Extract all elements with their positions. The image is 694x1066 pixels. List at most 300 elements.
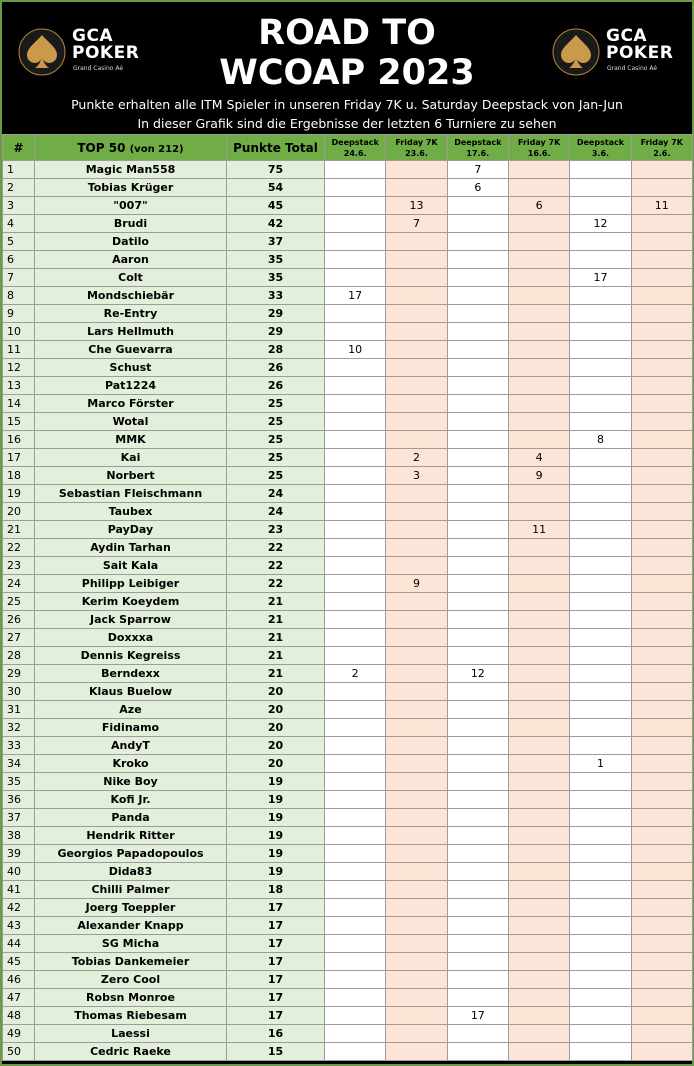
- table-row: [3, 485, 693, 503]
- player-name-cell: Jack Sparrow: [35, 611, 227, 629]
- player-name-cell: Lars Hellmuth: [35, 323, 227, 341]
- tournament-date: 23.6.: [405, 148, 428, 158]
- player-name-cell: Zero Cool: [35, 971, 227, 989]
- result-cell: [508, 647, 569, 665]
- table-row: [3, 287, 693, 305]
- result-cell: [386, 827, 447, 845]
- points-cell: 25: [227, 431, 325, 449]
- result-cell: [508, 287, 569, 305]
- result-cell: [325, 971, 386, 989]
- table-row: [3, 179, 693, 197]
- result-cell: [447, 647, 508, 665]
- table-row: [3, 305, 693, 323]
- result-cell: [631, 809, 692, 827]
- rank-cell: 18: [3, 467, 35, 485]
- player-name-cell: Wotal: [35, 413, 227, 431]
- result-cell: [386, 1043, 447, 1061]
- rank-cell: 15: [3, 413, 35, 431]
- result-cell: [386, 683, 447, 701]
- result-cell: [447, 521, 508, 539]
- result-cell: [325, 683, 386, 701]
- table-row: [3, 989, 693, 1007]
- result-cell: [447, 683, 508, 701]
- points-cell: 25: [227, 449, 325, 467]
- result-cell: [508, 251, 569, 269]
- result-cell: [386, 647, 447, 665]
- table-row: [3, 881, 693, 899]
- result-cell: [570, 449, 631, 467]
- result-cell: [447, 971, 508, 989]
- player-name-cell: Schust: [35, 359, 227, 377]
- player-name-cell: Cedric Raeke: [35, 1043, 227, 1061]
- result-cell: [508, 683, 569, 701]
- rank-cell: 12: [3, 359, 35, 377]
- result-cell: [508, 557, 569, 575]
- result-cell: [386, 755, 447, 773]
- points-cell: 22: [227, 575, 325, 593]
- points-cell: 17: [227, 953, 325, 971]
- result-cell: [631, 323, 692, 341]
- table-row: [3, 647, 693, 665]
- table-row: [3, 161, 693, 179]
- result-cell: [447, 827, 508, 845]
- result-cell: [325, 377, 386, 395]
- result-cell: 4: [508, 449, 569, 467]
- result-cell: 6: [447, 179, 508, 197]
- result-cell: [508, 305, 569, 323]
- result-cell: [325, 251, 386, 269]
- result-cell: [570, 485, 631, 503]
- points-cell: 20: [227, 755, 325, 773]
- result-cell: [631, 899, 692, 917]
- points-cell: 37: [227, 233, 325, 251]
- points-cell: 25: [227, 395, 325, 413]
- result-cell: [447, 755, 508, 773]
- result-cell: 11: [508, 521, 569, 539]
- header-tournament: [386, 135, 447, 161]
- result-cell: [386, 269, 447, 287]
- result-cell: [631, 305, 692, 323]
- points-cell: 22: [227, 557, 325, 575]
- rank-cell: 48: [3, 1007, 35, 1025]
- result-cell: [631, 845, 692, 863]
- player-name-cell: Nike Boy: [35, 773, 227, 791]
- rank-cell: 10: [3, 323, 35, 341]
- result-cell: [447, 863, 508, 881]
- result-cell: [570, 287, 631, 305]
- result-cell: [447, 791, 508, 809]
- result-cell: [570, 233, 631, 251]
- result-cell: 6: [508, 197, 569, 215]
- table-row: [3, 377, 693, 395]
- points-cell: 17: [227, 1007, 325, 1025]
- table-row: [3, 845, 693, 863]
- logo-line1: GCA: [72, 26, 114, 46]
- result-cell: [631, 719, 692, 737]
- result-cell: [325, 611, 386, 629]
- result-cell: [508, 341, 569, 359]
- player-name-cell: Robsn Monroe: [35, 989, 227, 1007]
- result-cell: 10: [325, 341, 386, 359]
- result-cell: [508, 593, 569, 611]
- result-cell: 7: [447, 161, 508, 179]
- result-cell: [386, 161, 447, 179]
- points-cell: 19: [227, 809, 325, 827]
- player-name-cell: Kroko: [35, 755, 227, 773]
- result-cell: [447, 305, 508, 323]
- result-cell: [386, 233, 447, 251]
- result-cell: [631, 215, 692, 233]
- result-cell: [386, 1007, 447, 1025]
- points-cell: 24: [227, 503, 325, 521]
- player-name-cell: Dida83: [35, 863, 227, 881]
- rank-cell: 31: [3, 701, 35, 719]
- result-cell: [508, 269, 569, 287]
- player-name-cell: Tobias Krüger: [35, 179, 227, 197]
- result-cell: [447, 899, 508, 917]
- result-cell: [325, 989, 386, 1007]
- points-cell: 35: [227, 251, 325, 269]
- player-name-cell: Marco Förster: [35, 395, 227, 413]
- rank-cell: 5: [3, 233, 35, 251]
- rank-cell: 39: [3, 845, 35, 863]
- result-cell: [631, 179, 692, 197]
- tournament-name: Friday 7K: [395, 137, 438, 147]
- result-cell: [386, 899, 447, 917]
- result-cell: [325, 863, 386, 881]
- result-cell: [325, 917, 386, 935]
- rank-cell: 13: [3, 377, 35, 395]
- table-row: [3, 629, 693, 647]
- result-cell: [386, 665, 447, 683]
- result-cell: [386, 881, 447, 899]
- result-cell: [325, 323, 386, 341]
- rank-cell: 1: [3, 161, 35, 179]
- result-cell: [570, 809, 631, 827]
- player-name-cell: Sait Kala: [35, 557, 227, 575]
- result-cell: [325, 899, 386, 917]
- points-cell: 20: [227, 719, 325, 737]
- points-cell: 19: [227, 827, 325, 845]
- table-row: [3, 449, 693, 467]
- result-cell: [508, 935, 569, 953]
- result-cell: [508, 539, 569, 557]
- result-cell: [570, 863, 631, 881]
- result-cell: [508, 701, 569, 719]
- result-cell: [508, 1043, 569, 1061]
- result-cell: [386, 413, 447, 431]
- rank-cell: 30: [3, 683, 35, 701]
- result-cell: [631, 161, 692, 179]
- result-cell: [508, 971, 569, 989]
- points-cell: 19: [227, 863, 325, 881]
- table-header-row: [3, 135, 693, 161]
- rank-cell: 9: [3, 305, 35, 323]
- header: [2, 2, 692, 134]
- result-cell: [447, 377, 508, 395]
- result-cell: [508, 899, 569, 917]
- table-row: [3, 827, 693, 845]
- player-name-cell: Panda: [35, 809, 227, 827]
- player-name-cell: Tobias Dankemeier: [35, 953, 227, 971]
- table-row: [3, 341, 693, 359]
- result-cell: 17: [447, 1007, 508, 1025]
- logo-line3: Grand Casino Aé: [607, 65, 658, 72]
- result-cell: [325, 395, 386, 413]
- result-cell: [447, 287, 508, 305]
- player-name-cell: Magic Man558: [35, 161, 227, 179]
- result-cell: [386, 593, 447, 611]
- result-cell: 12: [570, 215, 631, 233]
- player-name-cell: Sebastian Fleischmann: [35, 485, 227, 503]
- table-row: [3, 683, 693, 701]
- result-cell: [570, 305, 631, 323]
- table-row: [3, 719, 693, 737]
- result-cell: [631, 683, 692, 701]
- result-cell: [447, 557, 508, 575]
- result-cell: [508, 719, 569, 737]
- points-cell: 26: [227, 377, 325, 395]
- result-cell: [570, 413, 631, 431]
- result-cell: [447, 809, 508, 827]
- result-cell: [631, 287, 692, 305]
- result-cell: [508, 863, 569, 881]
- result-cell: [386, 737, 447, 755]
- result-cell: [570, 665, 631, 683]
- result-cell: 2: [325, 665, 386, 683]
- points-cell: 25: [227, 413, 325, 431]
- result-cell: [447, 413, 508, 431]
- points-cell: 35: [227, 269, 325, 287]
- result-cell: [325, 503, 386, 521]
- header-name-label: TOP 50: [77, 140, 126, 155]
- result-cell: [386, 557, 447, 575]
- player-name-cell: Joerg Toeppler: [35, 899, 227, 917]
- result-cell: [447, 719, 508, 737]
- result-cell: [386, 629, 447, 647]
- table-row: [3, 971, 693, 989]
- result-cell: [570, 953, 631, 971]
- result-cell: [631, 971, 692, 989]
- result-cell: 17: [570, 269, 631, 287]
- tournament-date: 24.6.: [343, 148, 367, 158]
- result-cell: [325, 197, 386, 215]
- table-row: [3, 1025, 693, 1043]
- result-cell: [447, 701, 508, 719]
- rank-cell: 6: [3, 251, 35, 269]
- result-cell: [508, 395, 569, 413]
- rank-cell: 22: [3, 539, 35, 557]
- player-name-cell: Che Guevarra: [35, 341, 227, 359]
- result-cell: [508, 503, 569, 521]
- ranking-table: [2, 134, 693, 1061]
- result-cell: [508, 611, 569, 629]
- result-cell: [386, 305, 447, 323]
- result-cell: [570, 1025, 631, 1043]
- result-cell: [570, 827, 631, 845]
- points-cell: 17: [227, 899, 325, 917]
- result-cell: [386, 917, 447, 935]
- result-cell: [386, 323, 447, 341]
- result-cell: [570, 1043, 631, 1061]
- result-cell: [508, 377, 569, 395]
- points-cell: 23: [227, 521, 325, 539]
- result-cell: [508, 323, 569, 341]
- result-cell: [386, 503, 447, 521]
- result-cell: [631, 557, 692, 575]
- result-cell: [631, 701, 692, 719]
- result-cell: [570, 521, 631, 539]
- points-cell: 15: [227, 1043, 325, 1061]
- header-tournament: [508, 135, 569, 161]
- result-cell: [570, 251, 631, 269]
- header-points: Punkte Total: [227, 135, 325, 161]
- result-cell: [386, 611, 447, 629]
- tournament-date: 2.6.: [653, 148, 671, 158]
- result-cell: [447, 341, 508, 359]
- result-cell: [631, 521, 692, 539]
- result-cell: [570, 791, 631, 809]
- result-cell: [447, 395, 508, 413]
- player-name-cell: Aze: [35, 701, 227, 719]
- result-cell: [386, 773, 447, 791]
- result-cell: [631, 539, 692, 557]
- result-cell: [325, 485, 386, 503]
- result-cell: [631, 737, 692, 755]
- result-cell: [631, 233, 692, 251]
- tournament-name: Deepstack: [454, 137, 502, 147]
- result-cell: [631, 935, 692, 953]
- result-cell: [570, 701, 631, 719]
- result-cell: [325, 539, 386, 557]
- result-cell: [447, 773, 508, 791]
- player-name-cell: MMK: [35, 431, 227, 449]
- result-cell: [447, 917, 508, 935]
- result-cell: [386, 701, 447, 719]
- result-cell: [386, 845, 447, 863]
- result-cell: [508, 809, 569, 827]
- result-cell: [508, 881, 569, 899]
- result-cell: [447, 1043, 508, 1061]
- points-cell: 16: [227, 1025, 325, 1043]
- points-cell: 20: [227, 701, 325, 719]
- result-cell: 3: [386, 467, 447, 485]
- rank-cell: 43: [3, 917, 35, 935]
- points-cell: 21: [227, 593, 325, 611]
- result-cell: [508, 953, 569, 971]
- result-cell: [447, 845, 508, 863]
- rank-cell: 47: [3, 989, 35, 1007]
- result-cell: [631, 665, 692, 683]
- points-cell: 17: [227, 971, 325, 989]
- rank-cell: 36: [3, 791, 35, 809]
- rank-cell: 35: [3, 773, 35, 791]
- result-cell: [570, 377, 631, 395]
- result-cell: [631, 269, 692, 287]
- result-cell: [631, 467, 692, 485]
- result-cell: [325, 233, 386, 251]
- result-cell: [447, 989, 508, 1007]
- table-row: [3, 791, 693, 809]
- result-cell: [631, 485, 692, 503]
- table-row: [3, 359, 693, 377]
- table-row: [3, 953, 693, 971]
- rank-cell: 11: [3, 341, 35, 359]
- result-cell: [570, 737, 631, 755]
- rank-cell: 46: [3, 971, 35, 989]
- gca-poker-logo-right: [552, 24, 682, 76]
- result-cell: [447, 593, 508, 611]
- rank-cell: 14: [3, 395, 35, 413]
- header-name-note: (von 212): [129, 143, 184, 155]
- header-tournament: [631, 135, 692, 161]
- result-cell: [447, 233, 508, 251]
- result-cell: [325, 215, 386, 233]
- result-cell: [631, 773, 692, 791]
- result-cell: [508, 917, 569, 935]
- points-cell: 29: [227, 323, 325, 341]
- result-cell: [570, 899, 631, 917]
- result-cell: [325, 827, 386, 845]
- result-cell: [386, 485, 447, 503]
- result-cell: [508, 431, 569, 449]
- result-cell: [386, 431, 447, 449]
- player-name-cell: SG Micha: [35, 935, 227, 953]
- result-cell: 17: [325, 287, 386, 305]
- result-cell: [325, 449, 386, 467]
- rank-cell: 2: [3, 179, 35, 197]
- result-cell: [631, 1025, 692, 1043]
- points-cell: 17: [227, 989, 325, 1007]
- table-row: [3, 1043, 693, 1061]
- result-cell: [325, 431, 386, 449]
- result-cell: [447, 323, 508, 341]
- rank-cell: 28: [3, 647, 35, 665]
- result-cell: [447, 881, 508, 899]
- points-cell: 20: [227, 737, 325, 755]
- result-cell: [325, 521, 386, 539]
- result-cell: [508, 161, 569, 179]
- result-cell: [386, 809, 447, 827]
- result-cell: [508, 233, 569, 251]
- rank-cell: 25: [3, 593, 35, 611]
- points-cell: 26: [227, 359, 325, 377]
- result-cell: [325, 809, 386, 827]
- tournament-name: Friday 7K: [640, 137, 683, 147]
- table-row: [3, 539, 693, 557]
- result-cell: [631, 1043, 692, 1061]
- rank-cell: 21: [3, 521, 35, 539]
- table-row: [3, 521, 693, 539]
- result-cell: [570, 1007, 631, 1025]
- rank-cell: 44: [3, 935, 35, 953]
- result-cell: [570, 503, 631, 521]
- points-cell: 28: [227, 341, 325, 359]
- result-cell: [631, 431, 692, 449]
- result-cell: [570, 611, 631, 629]
- table-row: [3, 395, 693, 413]
- player-name-cell: Datilo: [35, 233, 227, 251]
- result-cell: [386, 719, 447, 737]
- result-cell: [570, 881, 631, 899]
- rank-cell: 24: [3, 575, 35, 593]
- player-name-cell: Colt: [35, 269, 227, 287]
- result-cell: [325, 701, 386, 719]
- rank-cell: 34: [3, 755, 35, 773]
- player-name-cell: Kai: [35, 449, 227, 467]
- rank-cell: 8: [3, 287, 35, 305]
- result-cell: [386, 791, 447, 809]
